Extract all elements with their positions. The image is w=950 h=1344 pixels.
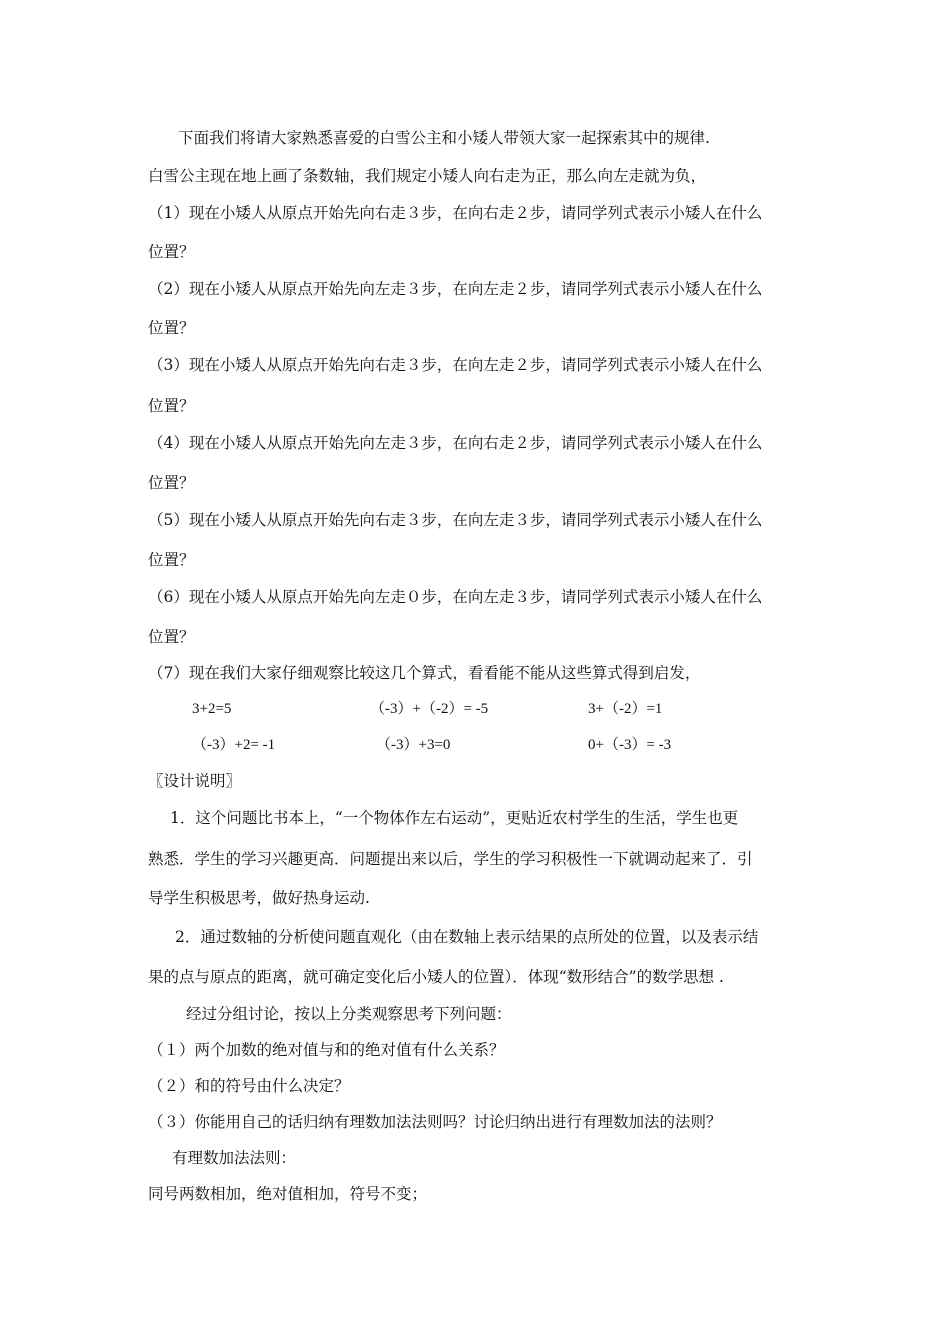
expression: （-3）+2= -1: [192, 737, 276, 753]
rule-line-1: 同号两数相加，绝对值相加，符号不变；: [148, 1185, 428, 1203]
discussion-question-1: （１）两个加数的绝对值与和的绝对值有什么关系？: [148, 1041, 505, 1059]
question-1-tail: 位置？: [148, 243, 195, 261]
expression: 0+（-3）= -3: [588, 737, 672, 753]
question-3: （3）现在小矮人从原点开始先向右走３步，在向左走２步，请同学列式表示小矮人在什么: [148, 356, 763, 374]
discussion-intro: 经过分组讨论，按以上分类观察思考下列问题：: [186, 1005, 512, 1023]
intro-paragraph-2: 白雪公主现在地上画了条数轴，我们规定小矮人向右走为正，那么向左走就为负，: [148, 167, 707, 185]
question-4-tail: 位置？: [148, 474, 195, 492]
design-paragraph-2-line-1: 2．通过数轴的分析使问题直观化（由在数轴上表示结果的点所处的位置，以及表示结: [175, 928, 759, 946]
question-2-tail: 位置？: [148, 319, 195, 337]
question-3-tail: 位置？: [148, 397, 195, 415]
expression: 3+（-2）=1: [588, 701, 663, 717]
intro-paragraph-1: 下面我们将请大家熟悉喜爱的白雪公主和小矮人带领大家一起探索其中的规律.: [178, 129, 710, 147]
design-paragraph-1-line-2: 熟悉．学生的学习兴趣更高．问题提出来以后，学生的学习积极性一下就调动起来了．引: [148, 850, 753, 868]
design-paragraph-2-line-2: 果的点与原点的距离，就可确定变化后小矮人的位置）．体现“数形结合”的数学思想 .: [148, 968, 724, 986]
design-paragraph-1-line-3: 导学生积极思考，做好热身运动.: [148, 889, 370, 907]
discussion-question-3: （３）你能用自己的话归纳有理数加法法则吗？讨论归纳出进行有理数加法的法则？: [148, 1113, 722, 1131]
expression: 3+2=5: [192, 701, 232, 717]
question-5-tail: 位置？: [148, 551, 195, 569]
discussion-question-2: （２）和的符号由什么决定？: [148, 1077, 350, 1095]
question-7: （7）现在我们大家仔细观察比较这几个算式，看看能不能从这些算式得到启发，: [148, 664, 701, 682]
expression: （-3）+（-2）= -5: [370, 701, 489, 717]
question-1: （1）现在小矮人从原点开始先向右走３步，在向右走２步，请同学列式表示小矮人在什么: [148, 204, 763, 222]
expression: （-3）+3=0: [376, 737, 451, 753]
design-heading: 〖设计说明〗: [148, 772, 242, 790]
question-6-tail: 位置？: [148, 628, 195, 646]
question-4: （4）现在小矮人从原点开始先向左走３步，在向右走２步，请同学列式表示小矮人在什么: [148, 434, 763, 452]
question-2: （2）现在小矮人从原点开始先向左走３步，在向左走２步，请同学列式表示小矮人在什么: [148, 280, 763, 298]
question-5: （5）现在小矮人从原点开始先向右走３步，在向左走３步，请同学列式表示小矮人在什么: [148, 511, 763, 529]
rule-heading: 有理数加法法则：: [172, 1149, 297, 1167]
question-6: （6）现在小矮人从原点开始先向左走０步，在向左走３步，请同学列式表示小矮人在什么: [148, 588, 763, 606]
design-paragraph-1-line-1: 1．这个问题比书本上，“一个物体作左右运动”，更贴近农村学生的生活，学生也更: [170, 809, 739, 827]
